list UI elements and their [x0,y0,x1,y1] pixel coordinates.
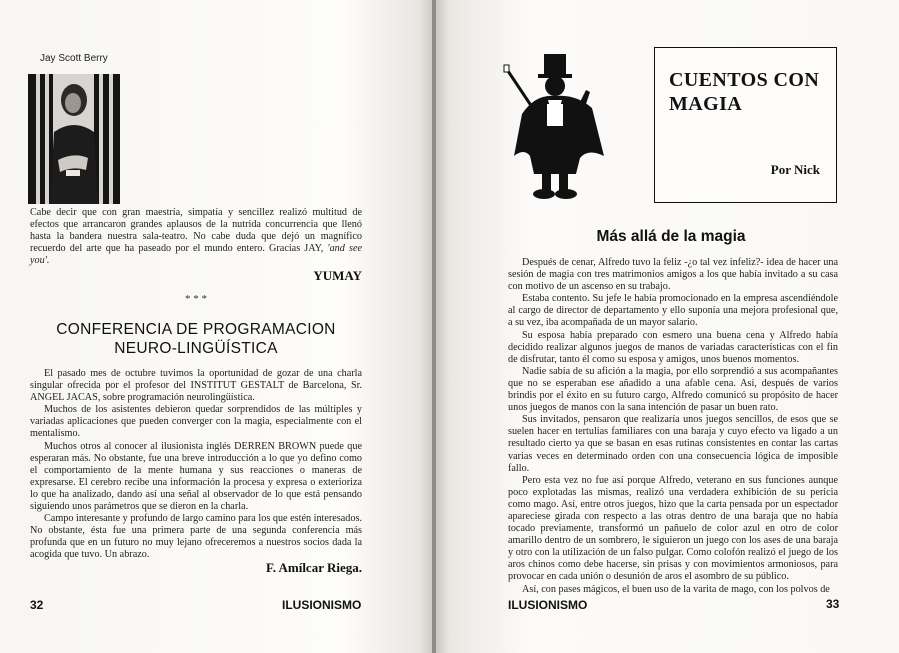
byline: Por Nick [770,162,820,177]
performer-photo [28,74,120,204]
author-name-caption: Jay Scott Berry [40,53,108,64]
signature-yumay: YUMAY [313,268,362,283]
magazine-name-right: ILUSIONISMO [508,598,588,612]
article-paragraph: Estaba contento. Su jefe le había promocionado en la empresa ascendiéndole al cargo de director de departamento y ello suponía una mejora profesional que, a su vez, iba acompañada de un mayor salario. [508,293,838,329]
left-page [0,0,432,653]
section-separator: * * * [185,293,207,305]
conference-title-line1: CONFERENCIA DE PROGRAMACION [56,321,336,338]
article-body [508,257,838,596]
article-paragraph: Así, con pases mágicos, el buen uso de la varita de mago, con los polvos de [522,583,830,595]
article-paragraph: Sus invitados, pensaron que realizaría unos juegos sencillos, de esos que se suelen hacer en tertulias familiares con una baraja y cuyo efecto va ligado a un resultado cierto ya que se basan en esas rutinas consistentes en contar las cartas varias veces en determinado orden con una consecuencia lógica de imposible fallo. [508,414,838,474]
page-number-right: 33 [826,597,840,611]
intro-closing-phrase: 'and see you'. [30,243,363,267]
article-paragraph: Pero esta vez no fue así porque Alfredo, veterano en sus funciones aunque poco explotadas las mismas, realizó una verdadera exhibición de su pericia como mago. Así, entre otros juegos, hizo que la carta pensada por un espectador apareciese girada con respecto a las otras dentro de una baraja que no había tocado previamente, transformó un pañuelo de color azul en otro de color amarillo dentro de un sombrero, le siguieron un juego con los ases de una baraja y otro con la utilización de un falso pulgar. Como colofón realizó el juego de los aros chinos como debe hacerse, sin prisas y con movimientos armoniosos, para provocar en cada unión o desunión de aros el asombro de su público. [508,474,838,583]
series-title-line1: CUENTOS CON [669,69,820,91]
series-title [669,68,829,116]
article-paragraph: Nadie sabía de su afición a la magia, por ello sorprendió a sus acompañantes que no se esperaban ese añadido a una afable cena. Así, después de varios brindis por el éxito en su futuro cargo, Alfredo comunicó su propósito de hacer unos juegos de manos con la sana intención de pasar un buen rato. [508,365,838,414]
conference-paragraph: Muchos otros al conocer al ilusionista inglés DERREN BROWN puede que esperaran más. No obstante, fue una breve introducción a lo que yo defino como el comportamiento de la mente humana y sus reacciones o maneras de expresarse. El cerebro recibe una información la procesa y expresa o exterioriza lo que ha analizado, dando así una señal al observador de lo que está pensando siguiendo unos parámetros que se dieron en la charla. [30,440,362,513]
signature-riega: F. Amílcar Riega. [265,560,362,575]
series-title-box [654,47,837,203]
intro-text: Cabe decir que con gran maestría, simpatía y sencillez realizó multitud de efectos que arrancaron grandes aplausos de la nutrida concurrencia que llenó hasta la bandera nuestra sala-teatro. No cabe duda que dejó un magnífico recuerdo del arte que ha paseado por el mundo entero. Gracias JAY, [30,207,362,255]
intro-paragraph [30,207,362,267]
series-title-line2: MAGIA [669,93,743,115]
article-paragraph: Después de cenar, Alfredo tuvo la feliz -¿o tal vez infeliz?- idea de hacer una sesión de magia con tres matrimonios amigos a los que había invitado a su casa con motivo de un ascenso en su trabajo. [508,257,838,293]
article-title: Más allá de la magia [596,228,746,245]
conference-body [30,368,362,562]
conference-paragraph: Muchos de los asistentes debieron quedar sorprendidos de las múltiples y variadas aplicaciones que pueden converger con la magia, especialmente con el mentalismo. [30,404,362,440]
page-number-left: 32 [30,598,44,612]
conference-title-line2: NEURO-LINGÜÍSTICA [114,340,278,357]
conference-paragraph: Campo interesante y profundo de largo camino para los que estén interesados. No obstante, ésta fue una primera parte de una segunda conferencia más profunda que en un futuro no muy lejano ofreceremos a nuestros socios dada la acogida que tuvo. Un abrazo. [30,513,362,561]
article-paragraph: Su esposa había preparado con esmero una buena cena y Alfredo había decidido realizar algunos juegos de manos de variadas características con el fin de disfrutar, tanto él como su esposa y amigos, unos buenos momentos. [508,329,838,365]
conference-title [28,320,364,358]
conference-paragraph: El pasado mes de octubre tuvimos la oportunidad de gozar de una charla singular ofrecida por el profesor del INSTITUT GESTALT de Barcelona, Sr. ANGEL JACAS, sobre programación neurolingüística. [30,368,362,404]
magazine-name-left: ILUSIONISMO [282,598,362,612]
performer-photo-image [28,74,120,204]
magician-silhouette-icon [500,44,610,202]
